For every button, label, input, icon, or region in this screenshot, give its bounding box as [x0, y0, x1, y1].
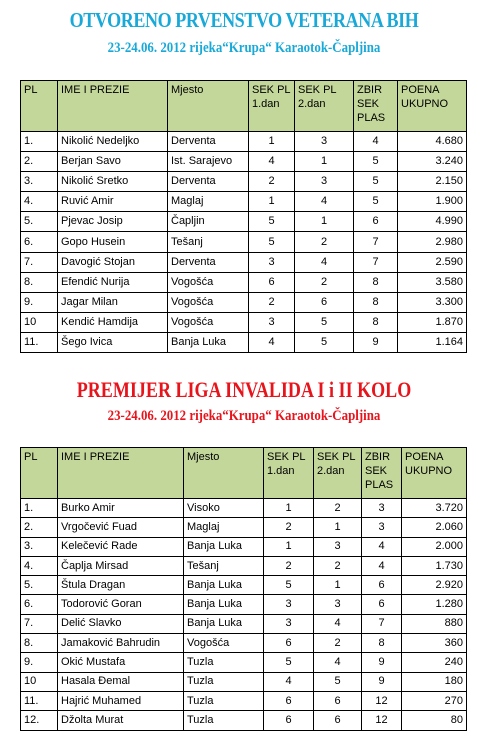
- header-name: IME I PREZIE: [58, 448, 184, 499]
- cell-place: 5.: [21, 576, 58, 595]
- cell-name: Vrgočević Fuad: [58, 518, 184, 537]
- cell-place-town: Banja Luka: [184, 595, 264, 614]
- cell-place-town: Vogošća: [168, 272, 249, 292]
- cell-sector-day1: 1: [249, 132, 295, 152]
- cell-sector-day2: 6: [314, 691, 362, 710]
- header-place-town: Mjesto: [184, 448, 264, 499]
- table-row: [21, 192, 467, 212]
- cell-sector-sum: 4: [362, 556, 402, 575]
- cell-sector-day1: 5: [249, 232, 295, 252]
- table-row: [21, 634, 467, 653]
- cell-sector-day1: 2: [264, 556, 314, 575]
- cell-sector-sum: 8: [362, 634, 402, 653]
- cell-place-town: Banja Luka: [184, 537, 264, 556]
- cell-sector-sum: 8: [354, 272, 398, 292]
- cell-sector-sum: 6: [354, 212, 398, 232]
- cell-place-town: Vogošća: [184, 634, 264, 653]
- cell-sector-day2: 5: [295, 332, 354, 352]
- table-row: [21, 672, 467, 691]
- header-sector-day2: SEK PL 2.dan: [295, 81, 354, 132]
- cell-points-total: 270: [402, 691, 467, 710]
- cell-sector-sum: 9: [362, 672, 402, 691]
- cell-place-town: Banja Luka: [168, 332, 249, 352]
- cell-sector-day1: 6: [264, 711, 314, 730]
- cell-place: 6.: [21, 595, 58, 614]
- cell-sector-day1: 5: [264, 576, 314, 595]
- cell-place-town: Visoko: [184, 499, 264, 518]
- cell-sector-day1: 3: [249, 252, 295, 272]
- cell-place: 10: [21, 312, 58, 332]
- cell-place: 9.: [21, 292, 58, 312]
- cell-sector-sum: 5: [354, 172, 398, 192]
- cell-points-total: 2.980: [398, 232, 467, 252]
- cell-points-total: 80: [402, 711, 467, 730]
- cell-sector-sum: 3: [362, 499, 402, 518]
- cell-sector-day2: 4: [314, 614, 362, 633]
- cell-place: 2.: [21, 152, 58, 172]
- header-sector-sum: ZBIR SEK PLAS: [354, 81, 398, 132]
- cell-name: Nikolić Sretko: [58, 172, 168, 192]
- table-row: [21, 556, 467, 575]
- cell-place-town: Tuzla: [184, 653, 264, 672]
- header-place-town: Mjesto: [168, 81, 249, 132]
- table-row: [21, 691, 467, 710]
- cell-points-total: 3.720: [402, 499, 467, 518]
- table-row: [21, 292, 467, 312]
- cell-sector-sum: 9: [362, 653, 402, 672]
- header-name: IME I PREZIE: [58, 81, 168, 132]
- cell-sector-day2: 4: [295, 192, 354, 212]
- header-points-total: POENA UKUPNO: [402, 448, 467, 499]
- cell-place: 1.: [21, 132, 58, 152]
- cell-name: Kendić Hamdija: [58, 312, 168, 332]
- cell-place-town: Tuzla: [184, 691, 264, 710]
- cell-sector-day2: 2: [314, 499, 362, 518]
- cell-points-total: 1.280: [402, 595, 467, 614]
- cell-name: Jagar Milan: [58, 292, 168, 312]
- table-row: [21, 132, 467, 152]
- cell-points-total: 1.870: [398, 312, 467, 332]
- cell-place: 9.: [21, 653, 58, 672]
- cell-sector-sum: 9: [354, 332, 398, 352]
- cell-sector-day1: 1: [264, 537, 314, 556]
- cell-place-town: Tešanj: [184, 556, 264, 575]
- header-place: PL: [21, 81, 58, 132]
- league-title: PREMIJER LIGA INVALIDA I i II KOLO: [76, 377, 412, 402]
- cell-place: 3.: [21, 172, 58, 192]
- cell-name: Okić Mustafa: [58, 653, 184, 672]
- cell-points-total: 4.680: [398, 132, 467, 152]
- cell-name: Džolta Murat: [58, 711, 184, 730]
- table-header-row: [21, 81, 467, 132]
- cell-place: 6.: [21, 232, 58, 252]
- cell-place: 11.: [21, 332, 58, 352]
- cell-sector-sum: 12: [362, 691, 402, 710]
- header-place: PL: [21, 448, 58, 499]
- cell-name: Nikolić Nedeljko: [58, 132, 168, 152]
- table-row: [21, 614, 467, 633]
- cell-sector-sum: 4: [362, 537, 402, 556]
- cell-sector-sum: 6: [362, 595, 402, 614]
- cell-place-town: Maglaj: [168, 192, 249, 212]
- header-sector-day1: SEK PL 1.dan: [249, 81, 295, 132]
- cell-sector-day1: 6: [264, 691, 314, 710]
- cell-sector-day2: 2: [295, 272, 354, 292]
- cell-sector-day1: 5: [249, 212, 295, 232]
- cell-sector-day2: 1: [295, 152, 354, 172]
- cell-points-total: 1.164: [398, 332, 467, 352]
- cell-sector-day1: 4: [249, 152, 295, 172]
- table-row: [21, 595, 467, 614]
- table-row: [21, 252, 467, 272]
- cell-sector-day2: 2: [295, 232, 354, 252]
- cell-sector-day1: 3: [249, 312, 295, 332]
- cell-name: Jamaković Bahrudin: [58, 634, 184, 653]
- cell-name: Efendić Nurija: [58, 272, 168, 292]
- cell-sector-sum: 5: [354, 192, 398, 212]
- cell-sector-sum: 4: [354, 132, 398, 152]
- cell-name: Todorović Goran: [58, 595, 184, 614]
- cell-place: 8.: [21, 272, 58, 292]
- cell-sector-sum: 6: [362, 576, 402, 595]
- cell-sector-sum: 8: [354, 312, 398, 332]
- cell-sector-day2: 6: [314, 711, 362, 730]
- table-row: [21, 152, 467, 172]
- cell-sector-sum: 3: [362, 518, 402, 537]
- header-points-total: POENA UKUPNO: [398, 81, 467, 132]
- table-row: [21, 499, 467, 518]
- table-row: [21, 653, 467, 672]
- cell-sector-day1: 2: [264, 518, 314, 537]
- cell-points-total: 2.920: [402, 576, 467, 595]
- table-row: [21, 272, 467, 292]
- cell-place-town: Banja Luka: [184, 576, 264, 595]
- cell-name: Hajrić Muhamed: [58, 691, 184, 710]
- cell-place-town: Tešanj: [168, 232, 249, 252]
- cell-place: 8.: [21, 634, 58, 653]
- cell-place: 7.: [21, 614, 58, 633]
- table-header-row: [21, 448, 467, 499]
- cell-place-town: Maglaj: [184, 518, 264, 537]
- cell-sector-day1: 2: [249, 292, 295, 312]
- cell-sector-day1: 3: [264, 614, 314, 633]
- cell-sector-sum: 7: [354, 232, 398, 252]
- cell-name: Ruvić Amir: [58, 192, 168, 212]
- cell-sector-day2: 1: [314, 576, 362, 595]
- cell-sector-day1: 3: [264, 595, 314, 614]
- cell-sector-sum: 8: [354, 292, 398, 312]
- cell-sector-sum: 5: [354, 152, 398, 172]
- cell-points-total: 360: [402, 634, 467, 653]
- cell-points-total: 180: [402, 672, 467, 691]
- cell-place: 4.: [21, 192, 58, 212]
- cell-points-total: 2.000: [402, 537, 467, 556]
- header-sector-sum: ZBIR SEK PLAS: [362, 448, 402, 499]
- cell-name: Kelečević Rade: [58, 537, 184, 556]
- cell-place: 1.: [21, 499, 58, 518]
- cell-name: Pjevac Josip: [58, 212, 168, 232]
- cell-points-total: 2.060: [402, 518, 467, 537]
- cell-place-town: Čapljin: [168, 212, 249, 232]
- cell-place: 4.: [21, 556, 58, 575]
- cell-place-town: Vogošća: [168, 292, 249, 312]
- cell-place-town: Tuzla: [184, 672, 264, 691]
- cell-points-total: 2.590: [398, 252, 467, 272]
- cell-sector-day2: 3: [295, 132, 354, 152]
- table-row: [21, 232, 467, 252]
- header-sector-day1: SEK PL 1.dan: [264, 448, 314, 499]
- cell-place-town: Ist. Sarajevo: [168, 152, 249, 172]
- cell-sector-day2: 3: [295, 172, 354, 192]
- cell-place-town: Derventa: [168, 132, 249, 152]
- cell-sector-day1: 1: [264, 499, 314, 518]
- cell-sector-day2: 2: [314, 556, 362, 575]
- cell-place: 5.: [21, 212, 58, 232]
- cell-points-total: 4.990: [398, 212, 467, 232]
- cell-sector-day1: 4: [249, 332, 295, 352]
- cell-sector-day2: 1: [295, 212, 354, 232]
- cell-sector-day1: 6: [249, 272, 295, 292]
- cell-name: Hasala Đemal: [58, 672, 184, 691]
- cell-place: 3.: [21, 537, 58, 556]
- cell-sector-day2: 6: [295, 292, 354, 312]
- cell-sector-day1: 1: [249, 192, 295, 212]
- cell-name: Delić Slavko: [58, 614, 184, 633]
- cell-sector-day2: 2: [314, 634, 362, 653]
- table-row: [21, 172, 467, 192]
- cell-place: 7.: [21, 252, 58, 272]
- table-row: [21, 212, 467, 232]
- cell-name: Štula Dragan: [58, 576, 184, 595]
- cell-points-total: 2.150: [398, 172, 467, 192]
- cell-sector-day2: 5: [295, 312, 354, 332]
- cell-name: Davogić Stojan: [58, 252, 168, 272]
- header-sector-day2: SEK PL 2.dan: [314, 448, 362, 499]
- cell-points-total: 3.240: [398, 152, 467, 172]
- cell-points-total: 3.580: [398, 272, 467, 292]
- cell-place: 2.: [21, 518, 58, 537]
- cell-points-total: 3.300: [398, 292, 467, 312]
- veterans-subtitle: 23-24.06. 2012 rijeka“Krupa“ Karaotok-Čapljina: [107, 40, 381, 56]
- cell-place-town: Vogošća: [168, 312, 249, 332]
- table-row: [21, 711, 467, 730]
- veterans-title: OTVORENO PRVENSTVO VETERANA BIH: [69, 8, 419, 32]
- cell-name: Čaplja Mirsad: [58, 556, 184, 575]
- league-results-table: [20, 447, 467, 731]
- cell-sector-day1: 4: [264, 672, 314, 691]
- cell-name: Burko Amir: [58, 499, 184, 518]
- veterans-results-table: [20, 80, 467, 353]
- cell-sector-day1: 2: [249, 172, 295, 192]
- cell-place: 12.: [21, 711, 58, 730]
- table-row: [21, 576, 467, 595]
- cell-place-town: Tuzla: [184, 711, 264, 730]
- league-subtitle: 23-24.06. 2012 rijeka“Krupa“ Karaotok-Čapljina: [107, 408, 381, 424]
- cell-points-total: 1.730: [402, 556, 467, 575]
- cell-sector-sum: 7: [354, 252, 398, 272]
- cell-sector-day2: 3: [314, 595, 362, 614]
- table-row: [21, 537, 467, 556]
- cell-place-town: Banja Luka: [184, 614, 264, 633]
- cell-name: Gopo Husein: [58, 232, 168, 252]
- cell-place-town: Derventa: [168, 172, 249, 192]
- cell-sector-day2: 3: [314, 537, 362, 556]
- cell-points-total: 880: [402, 614, 467, 633]
- cell-name: Berjan Savo: [58, 152, 168, 172]
- cell-place: 11.: [21, 691, 58, 710]
- cell-sector-day2: 5: [314, 672, 362, 691]
- cell-sector-day2: 4: [295, 252, 354, 272]
- cell-place: 10: [21, 672, 58, 691]
- cell-place-town: Derventa: [168, 252, 249, 272]
- cell-name: Šego Ivica: [58, 332, 168, 352]
- cell-sector-sum: 7: [362, 614, 402, 633]
- cell-points-total: 240: [402, 653, 467, 672]
- cell-sector-day2: 1: [314, 518, 362, 537]
- cell-sector-day2: 4: [314, 653, 362, 672]
- cell-points-total: 1.900: [398, 192, 467, 212]
- table-row: [21, 332, 467, 352]
- cell-sector-sum: 12: [362, 711, 402, 730]
- table-row: [21, 312, 467, 332]
- table-row: [21, 518, 467, 537]
- cell-sector-day1: 5: [264, 653, 314, 672]
- cell-sector-day1: 6: [264, 634, 314, 653]
